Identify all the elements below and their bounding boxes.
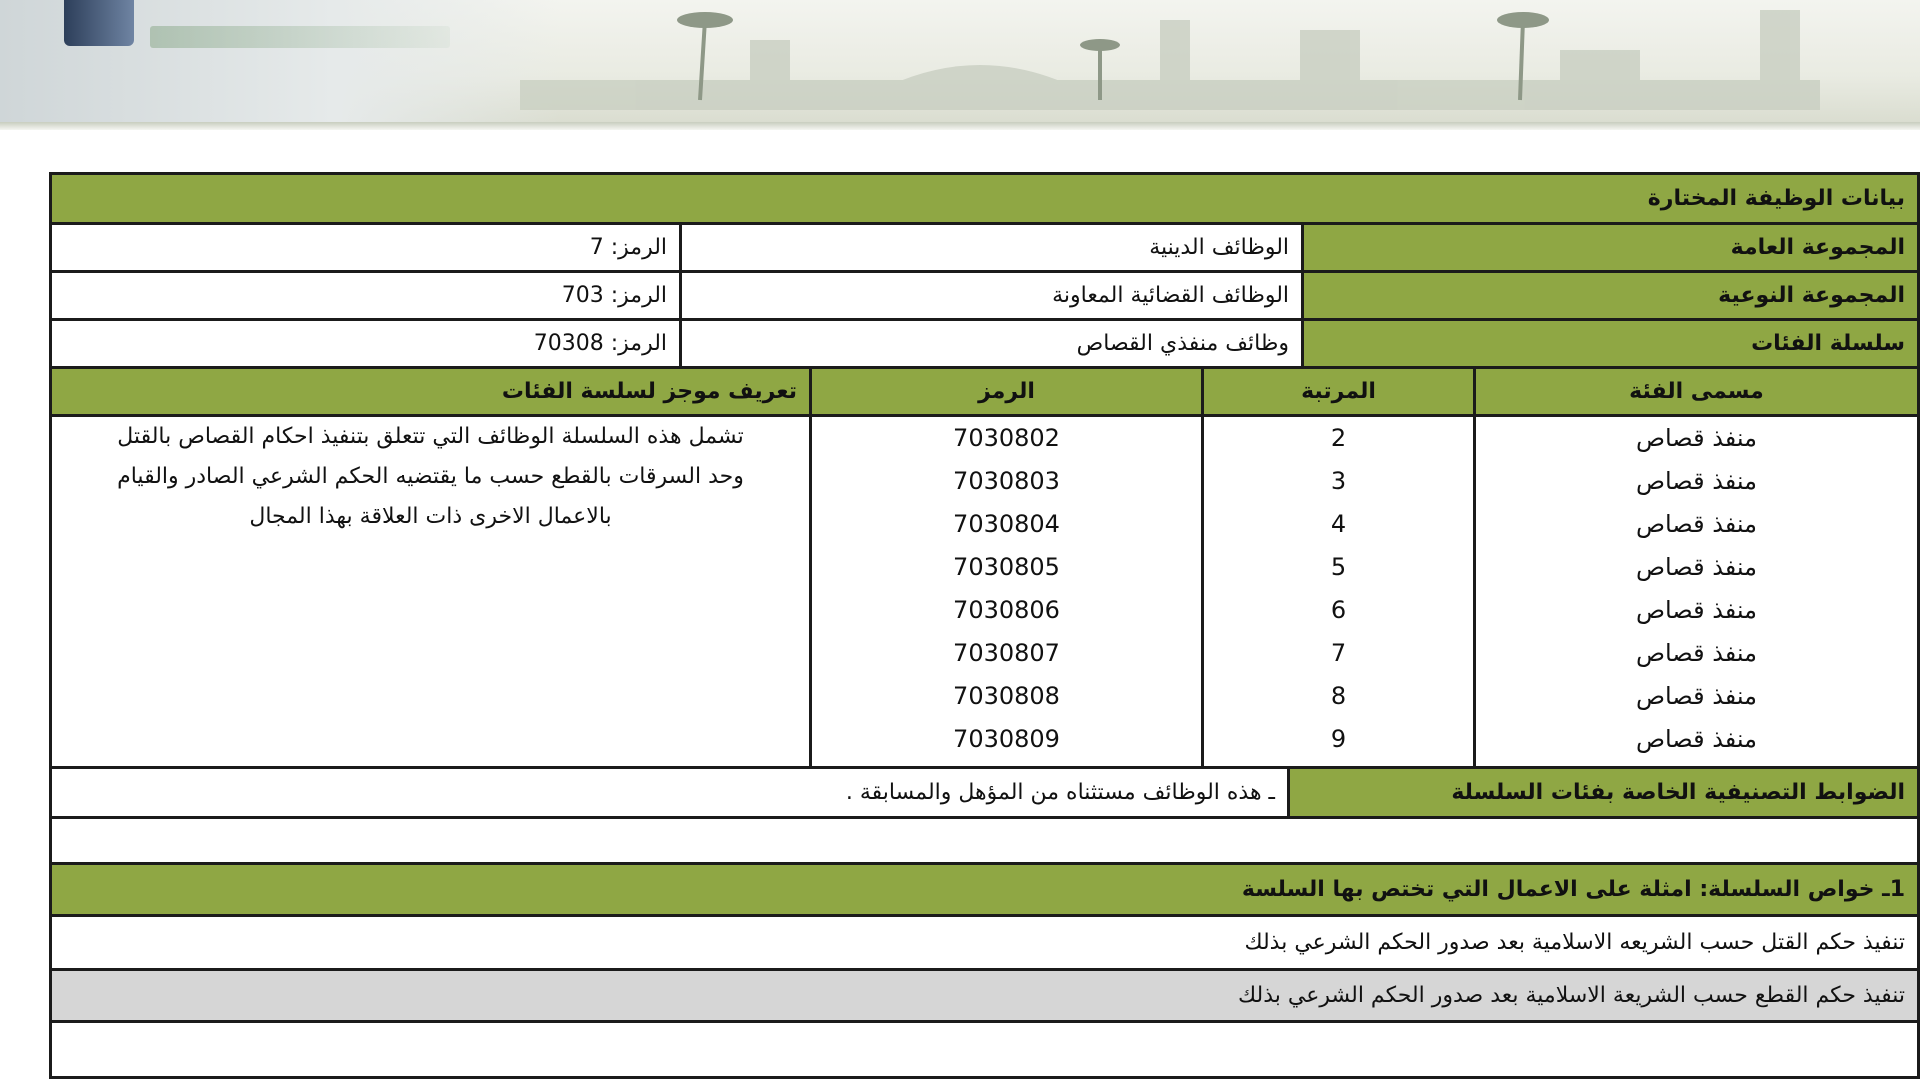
col-header-code: الرمز: [811, 368, 1203, 416]
task-row: تنفيذ حكم القتل حسب الشريعه الاسلامية بعد صدور الحكم الشرعي بذلك: [51, 916, 1919, 970]
rules-table: [49, 766, 1920, 1079]
series-definition: [51, 416, 811, 768]
info-row-class-series: [51, 320, 1919, 368]
job-details-table: [49, 172, 1920, 369]
info-label: المجموعة النوعية: [1303, 272, 1919, 320]
class-name-column: [1475, 416, 1919, 768]
definition-line: وحد السرقات بالقطع حسب ما يقتضيه الحكم الشرعي الصادر والقيام: [117, 464, 744, 489]
rank-cell: 7: [1330, 639, 1347, 667]
info-code: الرمز: 703: [51, 272, 681, 320]
code-cell: 7030804: [953, 510, 1060, 538]
class-name-cell: منفذ قصاص: [1635, 467, 1758, 495]
class-name-cell: منفذ قصاص: [1635, 424, 1758, 452]
empty-row: [51, 1022, 1919, 1078]
info-row-general-group: [51, 224, 1919, 272]
code-cell: 7030806: [953, 596, 1060, 624]
definition-line: بالاعمال الاخرى ذات العلاقة بهذا المجال: [249, 504, 612, 529]
info-label: سلسلة الفئات: [1303, 320, 1919, 368]
class-name-cell: منفذ قصاص: [1635, 510, 1758, 538]
info-code: الرمز: 70308: [51, 320, 681, 368]
info-label: المجموعة العامة: [1303, 224, 1919, 272]
class-name-cell: منفذ قصاص: [1635, 596, 1758, 624]
rank-cell: 2: [1330, 424, 1347, 452]
job-details-frame: [49, 172, 1917, 1080]
task-row: تنفيذ حكم القطع حسب الشريعة الاسلامية بعد صدور الحكم الشرعي بذلك: [51, 970, 1919, 1022]
class-name-cell: منفذ قصاص: [1635, 553, 1758, 581]
definition-line: تشمل هذه السلسلة الوظائف التي تتعلق بتنفيذ احكام القصاص بالقتل: [117, 424, 744, 449]
site-banner: [0, 0, 1920, 126]
series-features-title: 1ـ خواص السلسلة: امثلة على الاعمال التي تختص بها السلسة: [51, 864, 1919, 916]
rank-cell: 3: [1330, 467, 1347, 495]
rank-cell: 5: [1330, 553, 1347, 581]
col-header-definition: تعريف موجز لسلسة الفئات: [51, 368, 811, 416]
empty-row: [51, 818, 1919, 864]
class-name-cell: منفذ قصاص: [1635, 639, 1758, 667]
info-value: الوظائف الدينية: [681, 224, 1303, 272]
classification-rules-value: ـ هذه الوظائف مستثناه من المؤهل والمسابقة .: [51, 768, 1289, 818]
skyline-graphic: [0, 0, 1920, 126]
info-value: الوظائف القضائية المعاونة: [681, 272, 1303, 320]
classification-rules-label: الضوابط التصنيفية الخاصة بفئات السلسلة: [1289, 768, 1919, 818]
code-cell: 7030805: [953, 553, 1060, 581]
code-cell: 7030809: [953, 725, 1060, 753]
code-cell: 7030803: [953, 467, 1060, 495]
col-header-class-name: مسمى الفئة: [1475, 368, 1919, 416]
rank-cell: 8: [1330, 682, 1347, 710]
code-column: [811, 416, 1203, 768]
code-cell: 7030807: [953, 639, 1060, 667]
rank-column: [1203, 416, 1475, 768]
code-cell: 7030802: [953, 424, 1060, 452]
info-row-specific-group: [51, 272, 1919, 320]
class-table: [49, 366, 1920, 769]
banner-divider: [0, 122, 1920, 130]
rank-cell: 9: [1330, 725, 1347, 753]
section-title: بيانات الوظيفة المختارة: [51, 174, 1919, 224]
code-cell: 7030808: [953, 682, 1060, 710]
col-header-rank: المرتبة: [1203, 368, 1475, 416]
rank-cell: 4: [1330, 510, 1347, 538]
rank-cell: 6: [1330, 596, 1347, 624]
class-name-cell: منفذ قصاص: [1635, 682, 1758, 710]
class-name-cell: منفذ قصاص: [1635, 725, 1758, 753]
info-code: الرمز: 7: [51, 224, 681, 272]
info-value: وظائف منفذي القصاص: [681, 320, 1303, 368]
